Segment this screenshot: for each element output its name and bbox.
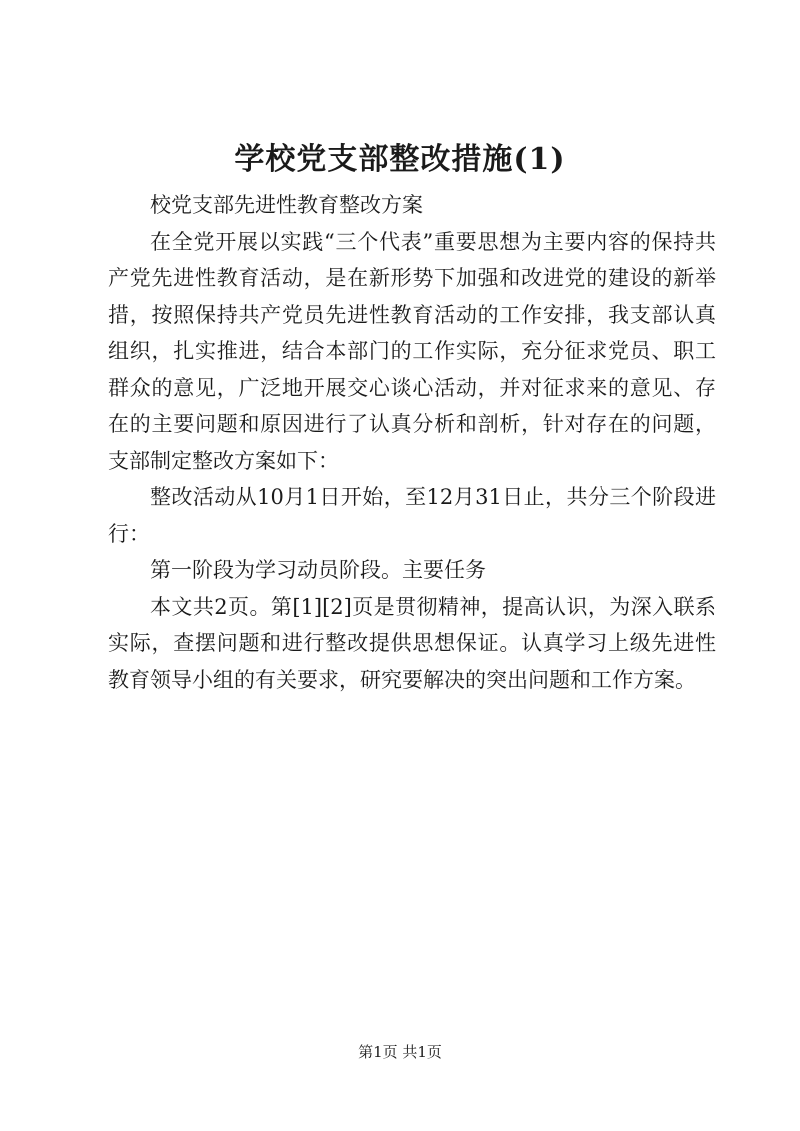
paragraph-stage-one: 第一阶段为学习动员阶段。主要任务 xyxy=(150,558,486,582)
paragraph-schedule: 整改活动从10月1日开始，至12月31日止，共分三个阶段进行： xyxy=(108,485,716,546)
paragraph-summary: 本文共2页。第[1][2]页是贯彻精神，提高认识，为深入联系实际，查摆问题和进行整改提供思想保证。认真学习上级先进性教育领导小组的有关要求，研究要解决的突出问题和工作方案。 xyxy=(108,594,716,692)
page-footer: 第1页 共1页 xyxy=(358,1043,442,1061)
document-title: 学校党支部整改措施(1) xyxy=(234,142,566,177)
paragraph-subtitle: 校党支部先进性教育整改方案 xyxy=(150,193,423,217)
document-body xyxy=(108,187,716,698)
paragraph-intro: 在全党开展以实践“三个代表”重要思想为主要内容的保持共产党先进性教育活动，是在新形势下加强和改进党的建设的新举措，按照保持共产党员先进性教育活动的工作安排，我支部认真组织，扎实推进，结合本部门的工作实际，充分征求党员、职工群众的意见，广泛地开展交心谈心活动，并对征求来的意见、存在的主要问题和原因进行了认真分析和剖析，针对存在的问题，支部制定整改方案如下： xyxy=(108,229,716,473)
